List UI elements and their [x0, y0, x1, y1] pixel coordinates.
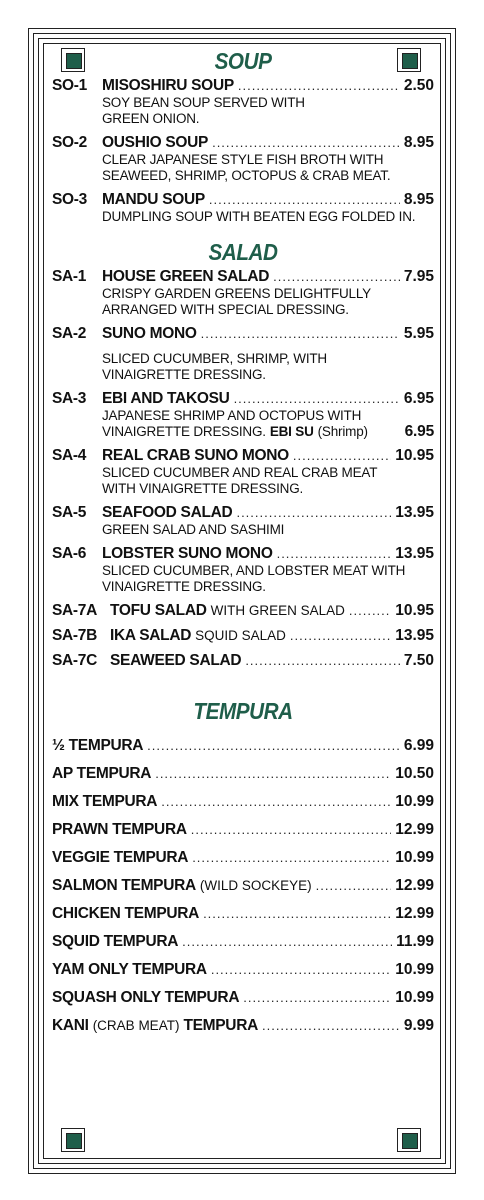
- menu-item-squid-tempura: [52, 932, 434, 951]
- item-name: YAM ONLY TEMPURA: [52, 961, 207, 978]
- menu-item-so-2: [52, 133, 434, 184]
- item-name: KANI: [52, 1017, 89, 1034]
- dot-leader: [349, 601, 391, 620]
- corner-ornament-bottom-right: [397, 1128, 421, 1152]
- item-code: SO-2: [52, 134, 87, 151]
- corner-ornament-bottom-left: [61, 1128, 85, 1152]
- dot-leader: [191, 820, 391, 839]
- item-price: 13.95: [395, 627, 434, 644]
- menu-item-chicken-tempura: [52, 904, 434, 923]
- item-name: MIX TEMPURA: [52, 793, 158, 810]
- dot-leader: [212, 133, 400, 152]
- dot-leader: [277, 544, 392, 563]
- item-name: REAL CRAB SUNO MONO: [102, 447, 289, 464]
- item-name: SQUASH ONLY TEMPURA: [52, 989, 240, 1006]
- menu-item-sa-7c: [52, 651, 434, 670]
- dot-leader: [316, 876, 392, 895]
- menu-item-prawn-tempura: [52, 820, 434, 839]
- item-code: SA-7A: [52, 602, 98, 619]
- item-description: CRISPY GARDEN GREENS DELIGHTFULLY ARRANGED WITH SPECIAL DRESSING.: [102, 286, 371, 317]
- item-name: IKA SALAD: [110, 627, 192, 644]
- menu-item-veggie-tempura: [52, 848, 434, 867]
- menu-item-so-3: [52, 190, 434, 225]
- item-price: 9.99: [403, 1017, 434, 1034]
- dot-leader: [209, 190, 400, 209]
- dot-leader: [245, 651, 400, 670]
- item-price: 13.95: [395, 504, 434, 521]
- menu-item-sa-2: [52, 324, 434, 383]
- item-code: SO-3: [52, 191, 87, 208]
- menu-item-ap-tempura: [52, 764, 434, 783]
- item-description: JAPANESE SHRIMP AND OCTOPUS WITH VINAIGRETTE DRESSING. EBI SU (Shrimp) 6.95: [102, 408, 434, 440]
- menu-item-sa-5: [52, 503, 434, 538]
- sub-item-note: (Shrimp): [317, 424, 368, 439]
- item-price: 7.95: [403, 268, 434, 285]
- item-price: 10.99: [395, 849, 434, 866]
- item-name: SUNO MONO: [102, 325, 197, 342]
- menu-item-sa-1: [52, 267, 434, 318]
- item-name: LOBSTER SUNO MONO: [102, 545, 273, 562]
- item-price: 10.50: [395, 765, 434, 782]
- item-price: 12.99: [395, 905, 434, 922]
- item-price: 6.95: [403, 390, 434, 407]
- item-note: (CRAB MEAT): [92, 1018, 180, 1033]
- item-price: 5.95: [403, 325, 434, 342]
- dot-leader: [203, 904, 391, 923]
- item-code: SA-7B: [52, 627, 98, 644]
- item-price: 10.95: [395, 602, 434, 619]
- item-price: 12.99: [395, 877, 434, 894]
- item-price: 11.99: [396, 933, 434, 950]
- dot-leader: [161, 792, 391, 811]
- item-price: 6.99: [403, 737, 434, 754]
- item-name: VEGGIE TEMPURA: [52, 849, 189, 866]
- item-price: 12.99: [395, 821, 434, 838]
- menu-item-sa-6: [52, 544, 434, 595]
- dot-leader: [201, 324, 400, 343]
- section-title-tempura: TEMPURA: [193, 698, 293, 724]
- item-price: 8.95: [403, 191, 434, 208]
- item-price: 2.50: [403, 77, 434, 94]
- menu-item-sa-3: [52, 389, 434, 440]
- item-code: SA-6: [52, 545, 87, 562]
- menu-item-kani-tempura: [52, 1016, 434, 1035]
- dot-leader: [234, 389, 400, 408]
- item-name: SQUID TEMPURA: [52, 933, 179, 950]
- item-note: WITH GREEN SALAD: [210, 603, 345, 618]
- dot-leader: [155, 764, 391, 783]
- item-name: TOFU SALAD: [110, 602, 207, 619]
- menu-item-squash-tempura: [52, 988, 434, 1007]
- item-code: SA-2: [52, 325, 87, 342]
- item-name: MANDU SOUP: [102, 191, 205, 208]
- tempura-list: [52, 736, 434, 1035]
- item-description: SLICED CUCUMBER AND REAL CRAB MEAT WITH VINAIGRETTE DRESSING.: [102, 465, 378, 496]
- item-name: SEAFOOD SALAD: [102, 504, 233, 521]
- menu-item-half-tempura: [52, 736, 434, 755]
- item-name-suffix: TEMPURA: [183, 1017, 258, 1034]
- item-description: SLICED CUCUMBER, SHRIMP, WITH VINAIGRETTE DRESSING.: [102, 351, 327, 382]
- item-name: CHICKEN TEMPURA: [52, 905, 200, 922]
- item-price: 7.50: [403, 652, 434, 669]
- dot-leader: [290, 626, 391, 645]
- item-name: EBI AND TAKOSU: [102, 390, 230, 407]
- item-name: ½ TEMPURA: [52, 737, 144, 754]
- item-name: HOUSE GREEN SALAD: [102, 268, 270, 285]
- item-price: 10.99: [395, 989, 434, 1006]
- item-code: SA-3: [52, 390, 87, 407]
- dot-leader: [262, 1016, 400, 1035]
- menu-item-sa-7a: [52, 601, 434, 620]
- item-description: SOY BEAN SOUP SERVED WITH GREEN ONION.: [102, 95, 305, 126]
- menu-item-mix-tempura: [52, 792, 434, 811]
- menu-item-sa-4: [52, 446, 434, 497]
- item-code: SA-4: [52, 447, 87, 464]
- dot-leader: [273, 267, 400, 286]
- dot-leader: [211, 960, 391, 979]
- section-title-salad: SALAD: [208, 239, 278, 265]
- item-price: 10.99: [395, 793, 434, 810]
- sub-item-name: EBI SU: [269, 424, 314, 439]
- menu-item-salmon-tempura: [52, 876, 434, 895]
- menu-item-sa-7b: [52, 626, 434, 645]
- item-name: PRAWN TEMPURA: [52, 821, 187, 838]
- item-description: GREEN SALAD AND SASHIMI: [102, 522, 285, 537]
- item-name: AP TEMPURA: [52, 765, 152, 782]
- menu-item-yam-tempura: [52, 960, 434, 979]
- dot-leader: [293, 446, 391, 465]
- item-note: SQUID SALAD: [195, 628, 286, 643]
- item-price: 10.95: [395, 447, 434, 464]
- item-price: 13.95: [395, 545, 434, 562]
- item-name: OUSHIO SOUP: [102, 134, 209, 151]
- sub-item-price: 6.95: [404, 423, 434, 440]
- item-name: MISOSHIRU SOUP: [102, 77, 234, 94]
- dot-leader: [182, 932, 392, 951]
- item-name: SEAWEED SALAD: [110, 652, 242, 669]
- dot-leader: [147, 736, 400, 755]
- item-note: (WILD SOCKEYE): [199, 878, 312, 893]
- dot-leader: [243, 988, 391, 1007]
- dot-leader: [238, 76, 400, 95]
- item-code: SA-1: [52, 268, 87, 285]
- item-price: 8.95: [403, 134, 434, 151]
- menu-content: [52, 46, 434, 1044]
- item-description: CLEAR JAPANESE STYLE FISH BROTH WITH SEAWEED, SHRIMP, OCTOPUS & CRAB MEAT.: [102, 152, 391, 183]
- menu-item-so-1: [52, 76, 434, 127]
- item-name: SALMON TEMPURA: [52, 877, 196, 894]
- item-code: SO-1: [52, 77, 87, 94]
- item-description: DUMPLING SOUP WITH BEATEN EGG FOLDED IN.: [102, 209, 416, 224]
- item-code: SA-7C: [52, 652, 98, 669]
- item-price: 10.99: [395, 961, 434, 978]
- dot-leader: [236, 503, 391, 522]
- dot-leader: [192, 848, 391, 867]
- item-code: SA-5: [52, 504, 87, 521]
- section-title-soup: SOUP: [214, 48, 272, 74]
- item-description: SLICED CUCUMBER, AND LOBSTER MEAT WITH VINAIGRETTE DRESSING.: [102, 563, 406, 594]
